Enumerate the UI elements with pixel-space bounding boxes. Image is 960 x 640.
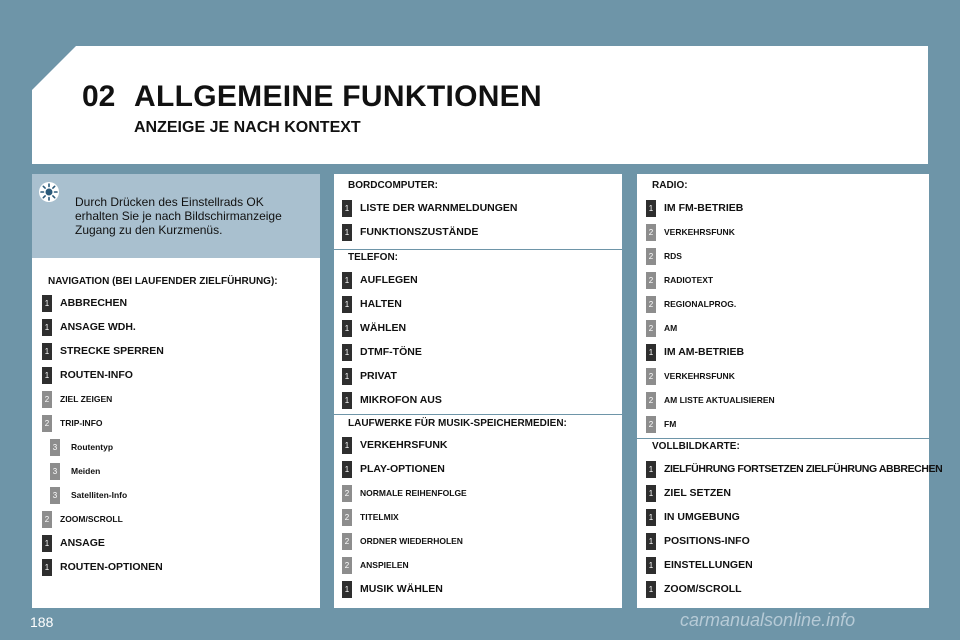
level-badge: 1 [342,581,352,598]
level-badge: 3 [50,463,60,480]
level-badge: 1 [342,200,352,217]
level-badge: 2 [646,416,656,433]
menu-item-label: ZOOM/SCROLL [664,583,742,595]
menu-item-label: IM FM-BETRIEB [664,202,744,214]
level-badge: 1 [342,461,352,478]
menu-item-label: ZOOM/SCROLL [60,514,123,524]
level-badge: 1 [42,319,52,336]
level-badge: 1 [42,367,52,384]
level-badge: 1 [646,461,656,478]
menu-item-label: IN UMGEBUNG [664,511,740,523]
menu-item-label: ANSPIELEN [360,560,409,570]
level-badge: 2 [342,509,352,526]
menu-item-label: ROUTEN-OPTIONEN [60,561,163,573]
menu-item-label: VERKEHRSFUNK [360,439,448,451]
level-badge: 2 [646,392,656,409]
level-badge: 1 [42,535,52,552]
menu-item-label: IM AM-BETRIEB [664,346,745,358]
watermark: carmanualsonline.info [680,610,856,630]
page-number: 188 [30,614,54,630]
section-divider [334,414,622,415]
info-text: Durch Drücken des Einstellrads OK erhalten Sie je nach Bildschirmanzeige Zugang zu den Kurzmenüs. [75,195,282,237]
menu-item-label: NORMALE REIHENFOLGE [360,488,467,498]
menu-item-label: ZIELFÜHRUNG FORTSETZEN ZIELFÜHRUNG ABBRECHEN [664,463,943,475]
section-divider [334,249,622,250]
menu-item-label: ORDNER WIEDERHOLEN [360,536,463,546]
sun-icon [38,181,60,203]
menu-item-label: HALTEN [360,298,402,310]
menu-item-label: MUSIK WÄHLEN [360,583,443,595]
level-badge: 1 [342,272,352,289]
level-badge: 3 [50,439,60,456]
level-badge: 1 [342,437,352,454]
level-badge: 2 [342,557,352,574]
level-badge: 1 [646,509,656,526]
menu-item-label: WÄHLEN [360,322,407,334]
section-divider [637,438,929,439]
level-badge: 2 [646,320,656,337]
menu-item-label: LISTE DER WARNMELDUNGEN [360,202,518,214]
level-badge: 2 [42,511,52,528]
menu-item-label: POSITIONS-INFO [664,535,750,547]
level-badge: 2 [42,391,52,408]
menu-item-label: FM [664,419,677,429]
level-badge: 1 [342,320,352,337]
bordcomputer-section-title: BORDCOMPUTER: [348,180,438,191]
chapter-number: 02 [82,80,116,113]
level-badge: 1 [646,581,656,598]
menu-item-label: RDS [664,251,682,261]
radio-section-title: RADIO: [652,180,688,191]
menu-item-label: ZIEL SETZEN [664,487,731,499]
menu-item-label: VERKEHRSFUNK [664,371,735,381]
menu-item-label: RADIOTEXT [664,275,714,285]
menu-item-label: Routentyp [71,442,114,452]
level-badge: 1 [42,295,52,312]
level-badge: 1 [646,557,656,574]
level-badge: 2 [646,248,656,265]
level-badge: 1 [646,485,656,502]
navigation-section-title: NAVIGATION (BEI LAUFENDER ZIELFÜHRUNG): [48,276,278,287]
menu-item-label: REGIONALPROG. [664,299,737,309]
level-badge: 1 [342,296,352,313]
menu-item-label: Meiden [71,466,101,476]
level-badge: 2 [646,272,656,289]
menu-item-label: Satelliten-Info [71,490,128,500]
level-badge: 1 [42,559,52,576]
menu-item-label: ROUTEN-INFO [60,369,133,381]
menu-item-label: ANSAGE WDH. [60,321,136,333]
vollbildkarte-section-title: VOLLBILDKARTE: [652,441,740,452]
level-badge: 3 [50,487,60,504]
menu-item-label: FUNKTIONSZUSTÄNDE [360,226,479,238]
level-badge: 1 [342,224,352,241]
level-badge: 1 [646,533,656,550]
level-badge: 1 [342,344,352,361]
telefon-section-title: TELEFON: [348,252,398,263]
level-badge: 1 [342,392,352,409]
level-badge: 2 [342,485,352,502]
level-badge: 2 [342,533,352,550]
laufwerke-section-title: LAUFWERKE FÜR MUSIK-SPEICHERMEDIEN: [348,418,567,429]
menu-item-label: AM [664,323,678,333]
level-badge: 2 [646,296,656,313]
level-badge: 2 [646,368,656,385]
menu-item-label: TITELMIX [360,512,399,522]
menu-item-label: PLAY-OPTIONEN [360,463,445,475]
level-badge: 1 [646,200,656,217]
menu-item-label: DTMF-TÖNE [360,346,422,358]
level-badge: 1 [42,343,52,360]
menu-item-label: ANSAGE [60,537,105,549]
chapter-title: ALLGEMEINE FUNKTIONEN [134,80,542,113]
menu-item-label: ZIEL ZEIGEN [60,394,113,404]
chapter-subtitle: ANZEIGE JE NACH KONTEXT [134,119,361,136]
menu-item-label: TRIP-INFO [60,418,103,428]
menu-item-label: PRIVAT [360,370,397,382]
menu-item-label: ABBRECHEN [60,297,128,309]
level-badge: 2 [646,224,656,241]
menu-item-label: EINSTELLUNGEN [664,559,753,571]
menu-item-label: AUFLEGEN [360,274,418,286]
level-badge: 2 [42,415,52,432]
menu-item-label: STRECKE SPERREN [60,345,164,357]
menu-item-label: AM LISTE AKTUALISIEREN [664,395,775,405]
level-badge: 1 [342,368,352,385]
level-badge: 1 [646,344,656,361]
menu-item-label: MIKROFON AUS [360,394,442,406]
menu-item-label: VERKEHRSFUNK [664,227,735,237]
